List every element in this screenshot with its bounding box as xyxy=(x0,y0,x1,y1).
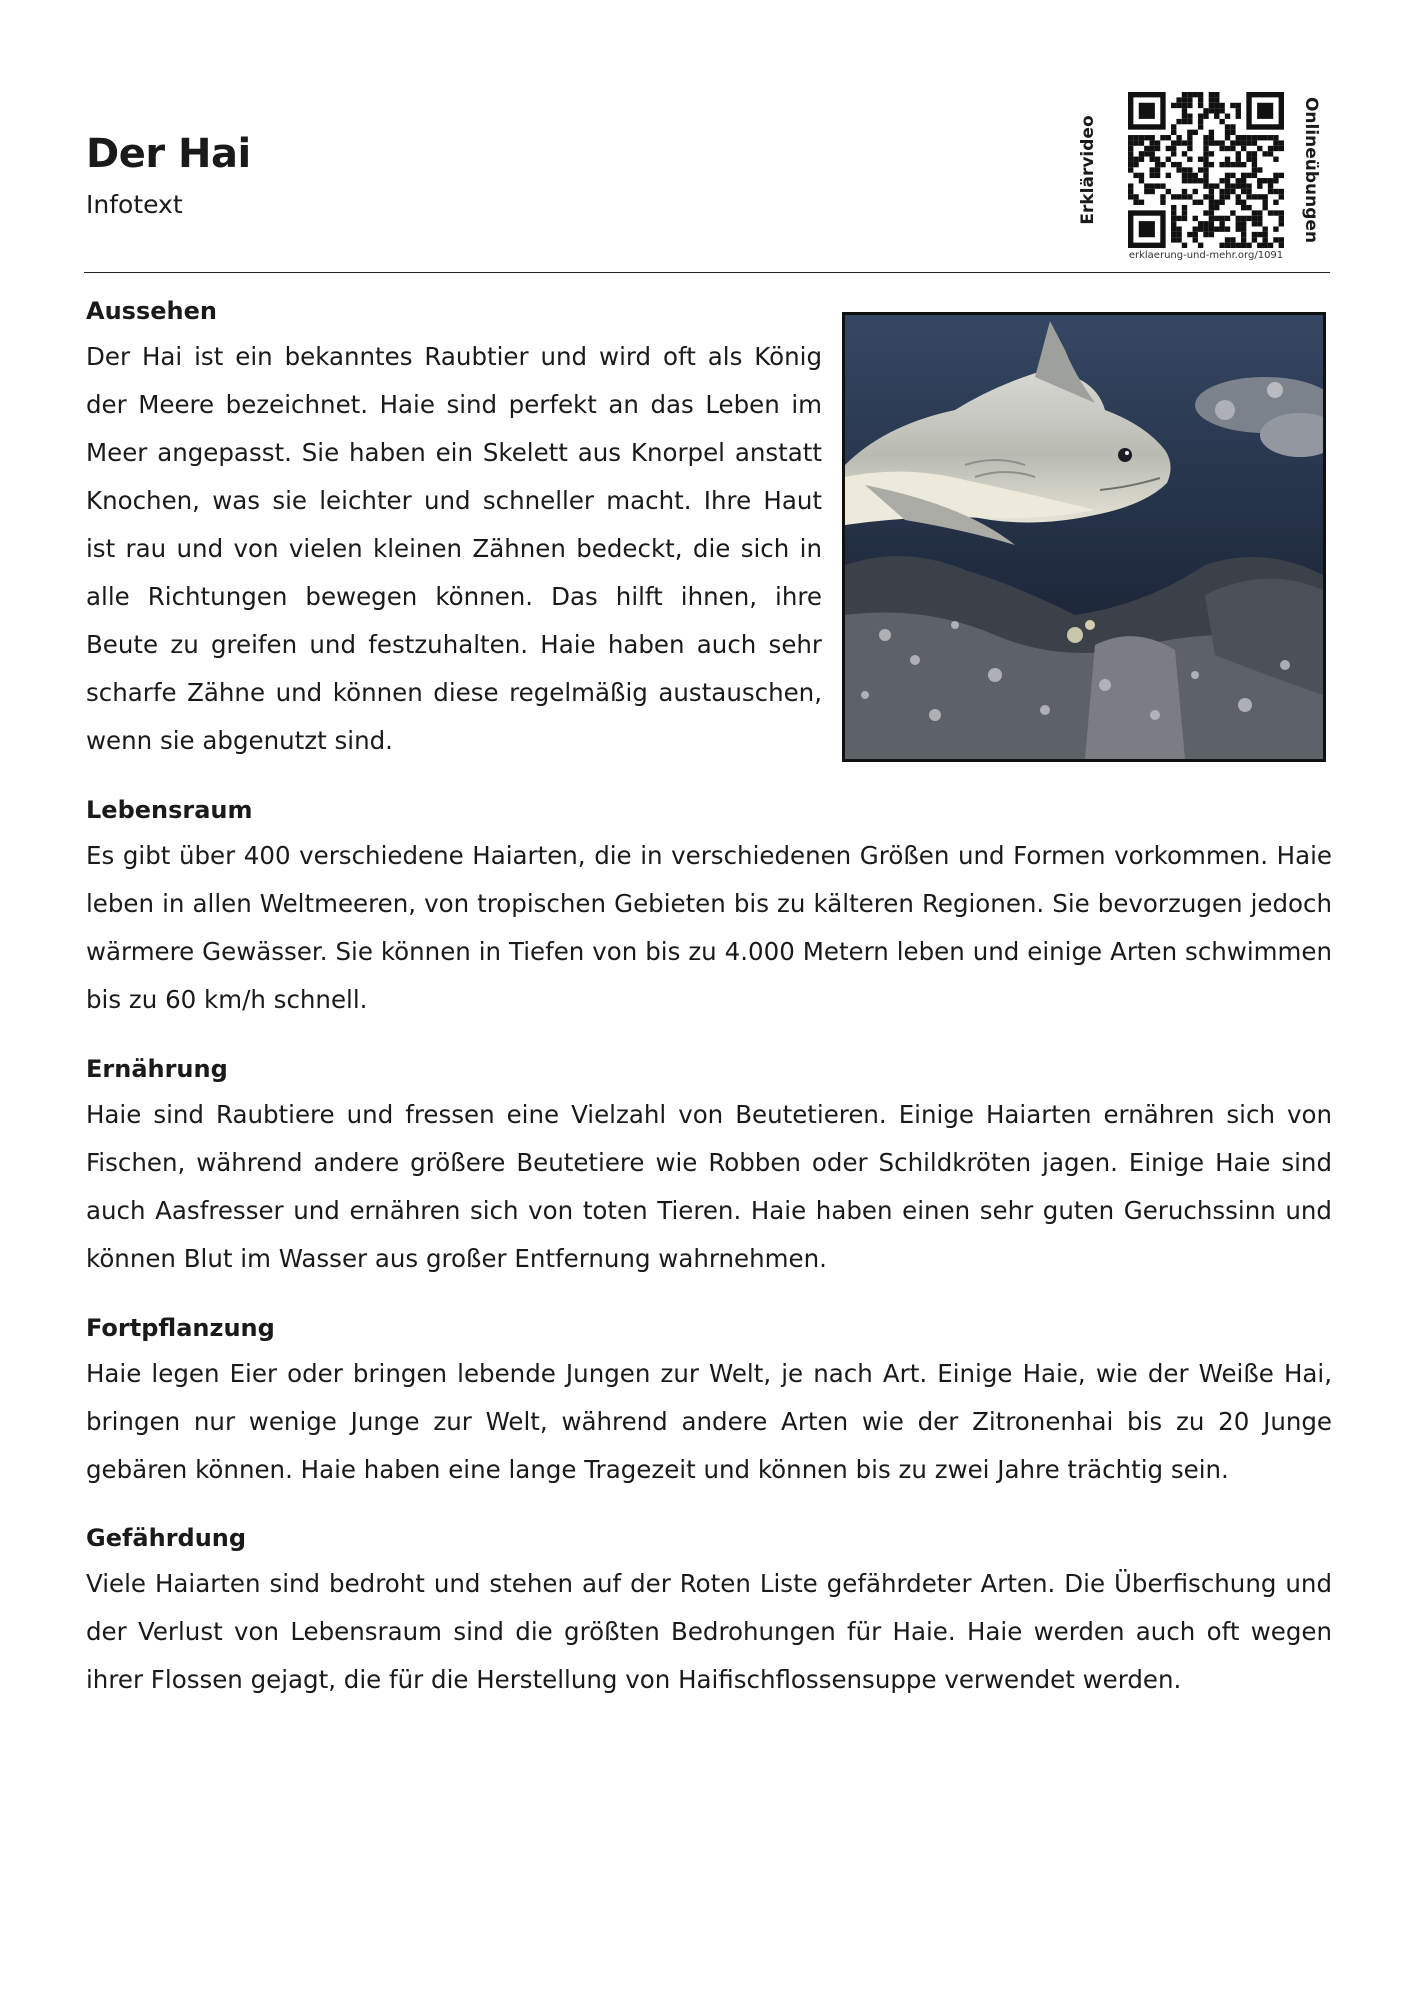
section-aussehen xyxy=(86,296,822,765)
qr-label-onlineuebungen: Onlineübungen xyxy=(1301,96,1321,244)
qr-code-icon xyxy=(1128,92,1284,248)
page-title: Der Hai xyxy=(86,131,251,177)
section-text: Es gibt über 400 verschiedene Haiarten, die in verschiedenen Größen und Formen vorkommen. Haie leben in allen Weltmeeren, von tropischen Gebieten bis zu kälteren Regionen. Sie bevorzugen jedoch wärmere Gewässer. Sie können in Tiefen von bis zu 4.000 Metern leben und einige Arten schwimmen bis zu 60 km/h schnell. xyxy=(86,841,1332,1015)
page-subtitle: Infotext xyxy=(86,190,183,219)
section-text: Haie sind Raubtiere und fressen eine Vielzahl von Beutetieren. Einige Haiarten ernähren sich von Fischen, während andere größere Beutetiere wie Robben oder Schildkröten jagen. Einige Haie sind auch Aasfresser und ernähren sich von toten Tieren. Haie haben einen sehr guten Geruchssinn und können Blut im Wasser aus großer Entfernung wahrnehmen. xyxy=(86,1100,1332,1274)
section-ernaehrung xyxy=(86,1054,1332,1283)
section-heading: Lebensraum xyxy=(86,796,253,824)
qr-code[interactable] xyxy=(1128,92,1284,248)
section-text: Haie legen Eier oder bringen lebende Jungen zur Welt, je nach Art. Einige Haie, wie der Weiße Hai, bringen nur wenige Junge zur Welt, während andere Arten wie der Zitronenhai bis zu 20 Junge gebären können. Haie haben eine lange Tragezeit und können bis zu zwei Jahre trächtig sein. xyxy=(86,1359,1332,1485)
section-lebensraum xyxy=(86,795,1332,1024)
section-heading: Fortpflanzung xyxy=(86,1314,275,1342)
section-gefaehrdung xyxy=(86,1523,1332,1704)
section-text: Der Hai ist ein bekanntes Raubtier und wird oft als König der Meere bezeichnet. Haie sind perfekt an das Leben im Meer angepasst. Sie haben ein Skelett aus Knorpel anstatt Knochen, was sie leichter und schneller macht. Ihre Haut ist rau und von vielen kleinen Zähnen bedeckt, die sich in alle Richtungen bewegen können. Das hilft ihnen, ihre Beute zu greifen und festzuhalten. Haie haben auch sehr scharfe Zähne und können diese regelmäßig austauschen, wenn sie abgenutzt sind. xyxy=(86,342,822,756)
section-heading: Gefährdung xyxy=(86,1524,247,1552)
shark-photo xyxy=(842,312,1326,762)
section-text: Viele Haiarten sind bedroht und stehen auf der Roten Liste gefährdeter Arten. Die Überfischung und der Verlust von Lebensraum sind die größten Bedrohungen für Haie. Haie werden auch oft wegen ihrer Flossen gejagt, die für die Herstellung von Haifischflossensuppe verwendet werden. xyxy=(86,1569,1332,1695)
section-fortpflanzung xyxy=(86,1313,1332,1494)
qr-url: erklaerung-und-mehr.org/1091 xyxy=(1128,250,1284,261)
qr-label-erklaervideo: Erklärvideo xyxy=(1078,115,1098,225)
section-heading: Aussehen xyxy=(86,297,217,325)
shark-image xyxy=(845,315,1323,759)
header-divider xyxy=(84,272,1330,273)
section-heading: Ernährung xyxy=(86,1055,228,1083)
